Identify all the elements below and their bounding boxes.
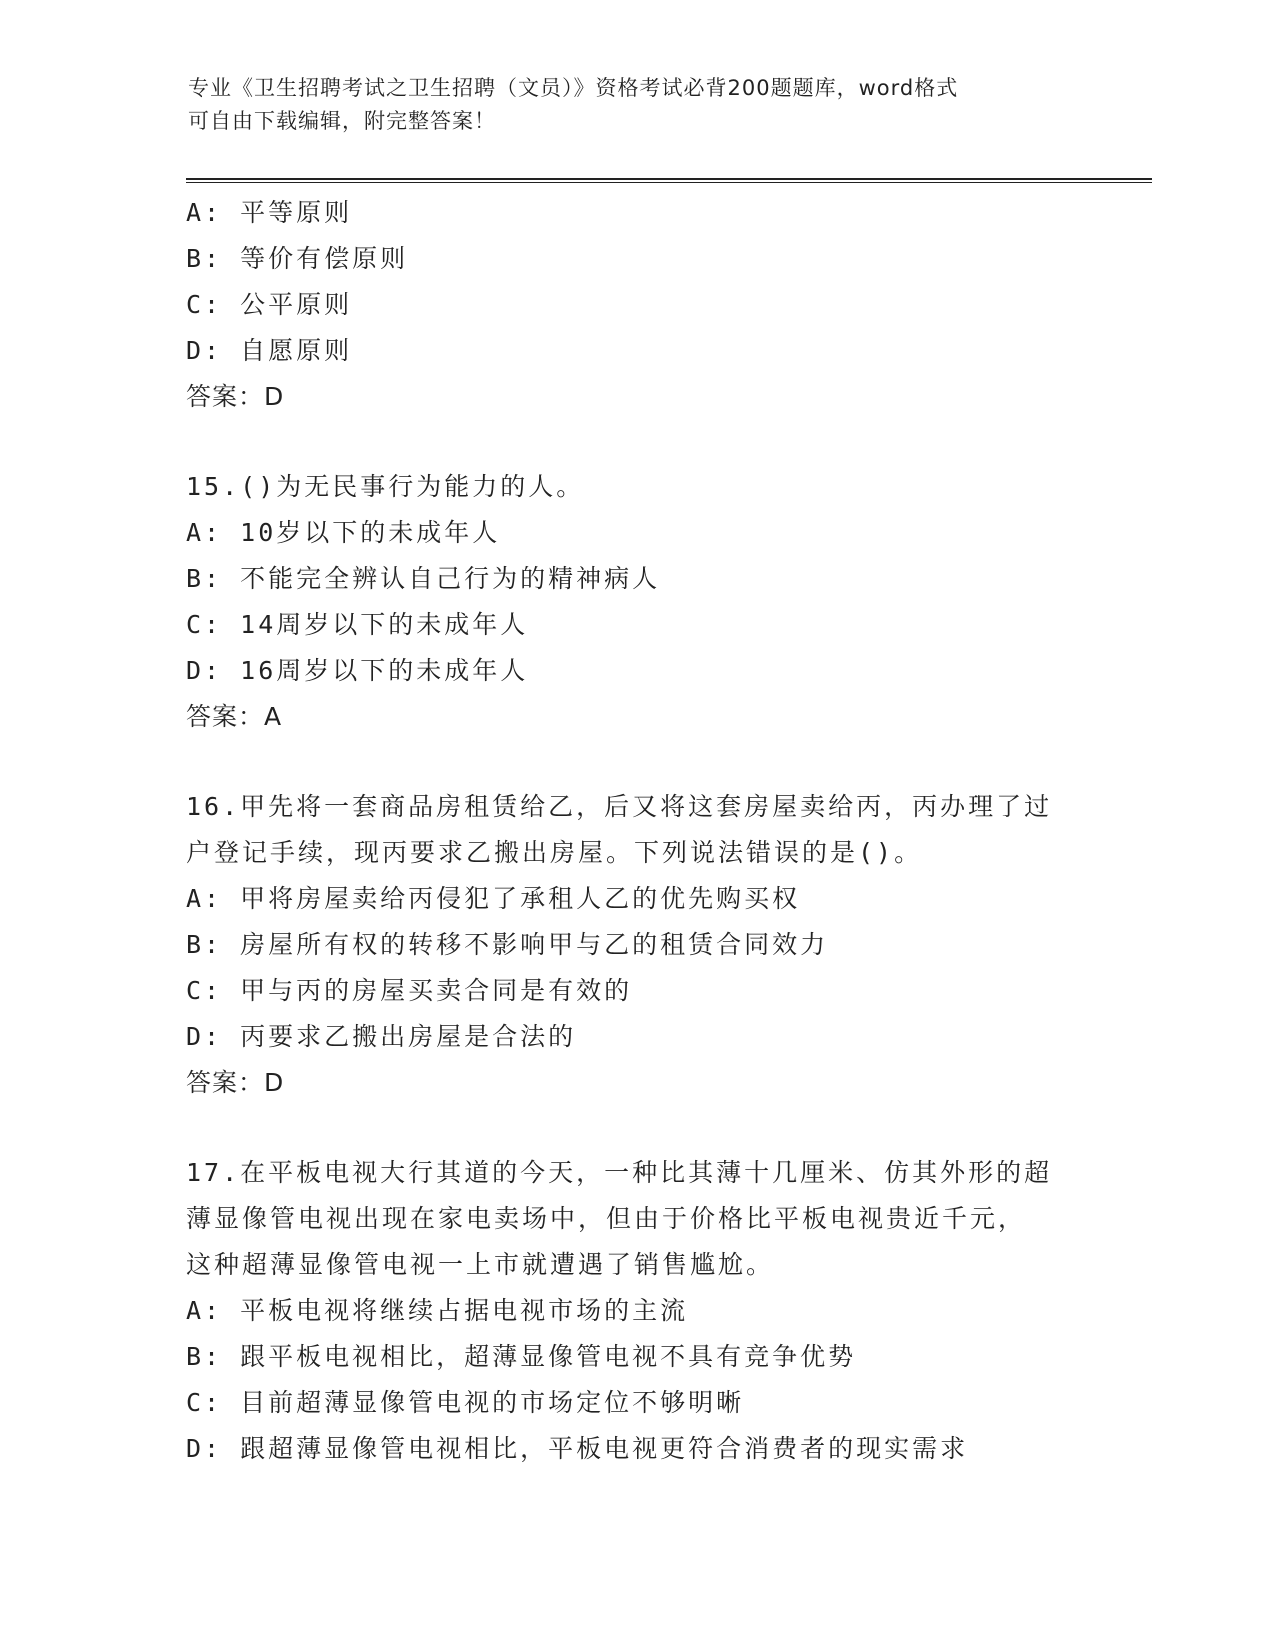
question-block-16 — [186, 784, 1186, 1106]
option-d: D: 自愿原则 — [186, 336, 353, 365]
header-line-2: 可自由下载编辑，附完整答案！ — [188, 109, 496, 133]
option-a: A: 甲将房屋卖给丙侵犯了承租人乙的优先购买权 — [186, 884, 801, 913]
question-text: 户登记手续，现丙要求乙搬出房屋。下列说法错误的是()。 — [186, 838, 923, 867]
question-block-17 — [186, 1150, 1186, 1472]
option-b: B: 等价有偿原则 — [186, 244, 409, 273]
option-c: C: 目前超薄显像管电视的市场定位不够明晰 — [186, 1388, 745, 1417]
option-d: D: 16周岁以下的未成年人 — [186, 656, 529, 685]
option-a: A: 10岁以下的未成年人 — [186, 518, 501, 547]
question-list — [186, 190, 1186, 1472]
option-d: D: 丙要求乙搬出房屋是合法的 — [186, 1022, 577, 1051]
option-b: B: 房屋所有权的转移不影响甲与乙的租赁合同效力 — [186, 930, 829, 959]
option-b: B: 不能完全辨认自己行为的精神病人 — [186, 564, 661, 593]
header-line-1: 专业《卫生招聘考试之卫生招聘（文员）》资格考试必背200题题库，word格式 — [188, 76, 959, 100]
option-c: C: 公平原则 — [186, 290, 353, 319]
answer-line: 答案：D — [186, 382, 285, 411]
option-a: A: 平等原则 — [186, 198, 353, 227]
question-text: 17.在平板电视大行其道的今天，一种比其薄十几厘米、仿其外形的超 — [186, 1158, 1053, 1187]
question-block-15 — [186, 464, 1186, 740]
option-c: C: 14周岁以下的未成年人 — [186, 610, 529, 639]
answer-line: 答案：D — [186, 1068, 285, 1097]
option-c: C: 甲与丙的房屋买卖合同是有效的 — [186, 976, 633, 1005]
question-text: 15.()为无民事行为能力的人。 — [186, 472, 585, 501]
option-a: A: 平板电视将继续占据电视市场的主流 — [186, 1296, 689, 1325]
option-b: B: 跟平板电视相比，超薄显像管电视不具有竞争优势 — [186, 1342, 857, 1371]
document-header — [188, 72, 1068, 138]
question-text: 这种超薄显像管电视一上市就遭遇了销售尴尬。 — [186, 1250, 775, 1279]
option-d: D: 跟超薄显像管电视相比，平板电视更符合消费者的现实需求 — [186, 1434, 969, 1463]
question-block-14 — [186, 190, 1186, 420]
question-text: 16.甲先将一套商品房租赁给乙，后又将这套房屋卖给丙，丙办理了过 — [186, 792, 1053, 821]
question-text: 薄显像管电视出现在家电卖场中，但由于价格比平板电视贵近千元， — [186, 1204, 1027, 1233]
answer-line: 答案：A — [186, 702, 283, 731]
header-divider — [186, 178, 1152, 183]
